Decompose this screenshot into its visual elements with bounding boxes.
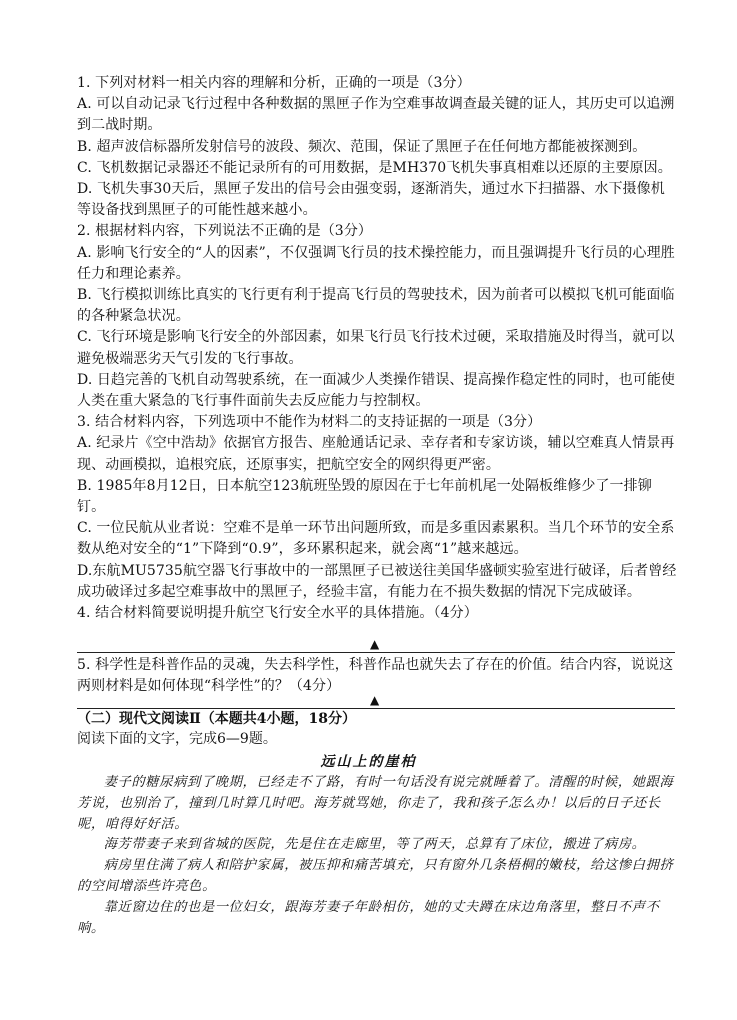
story-paragraph: 靠近窗边住的也是一位妇女，跟海芳妻子年龄相仿，她的丈夫蹲在床边角落里，整日不声不响。 [77, 899, 660, 936]
section-heading: （二）现代文阅读Ⅱ（本题共4小题，18分） [77, 711, 357, 727]
story-paragraph: 海芳带妻子来到省城的医院，先是住在走廊里，等了两天，总算有了床位，搬进了病房。 [103, 837, 646, 853]
answer-mark-q4: ▲ [370, 637, 380, 651]
story-paragraph: 妻子的糖尿病到了晚期，已经走不了路，有时一句话没有说完就睡着了。清醒的时候，她跟海芳说，也别治了，撞到几时算几时吧。海芳就骂她，你走了，我和孩子怎么办！以后的日子还长呢，咱得好好活。 [77, 775, 674, 832]
story-body [77, 773, 675, 939]
section-instruction: 阅读下面的文字，完成6—9题。 [77, 731, 277, 747]
questions-1-to-4: 1. 下列对材料一相关内容的理解和分析，正确的一项是（3分） A. 可以自动记录飞行过程中各种数据的黑匣子作为空难事故调查最关键的证人，其历史可以追溯到二战时期。 B. 超声波信标器所发射信号的波段、频次、范围，保证了黑匣子在任何地方都能被探测到。 C. 飞机数据记录器还不能记录所有的可用数据，是MH370飞机失事真相难以还原的主要原因。 D. 飞机失事30天后，黑匣子发出的信号会由强变弱，逐渐消失，通过水下扫描器、水下摄像机等设备找到黑匣子的可能性越来越小。 2. 根据材料内容，下列说法不正确的是（3分） A. 影响飞行安全的“人的因素”，不仅强调飞行员的技术操控能力，而且强调提升飞行员的心理胜任力和理论素养。 B. 飞行模拟训练比真实的飞行更有利于提高飞行员的驾驶技术，因为前者可以模拟飞机可能面临的各种紧急状况。 C. 飞行环境是影响飞行安全的外部因素，如果飞行员飞行技术过硬，采取措施及时得当，就可以避免极端恶劣天气引发的飞行事故。 D. 日趋完善的飞机自动驾驶系统，在一面减少人类操作错误、提高操作稳定性的同时，也可能使人类在重大紧急的飞行事件面前失去反应能力与控制权。 3. 结合材料内容，下列选项中不能作为材料二的支持证据的一项是（3分） A. 纪录片《空中浩劫》依据官方报告、座舱通话记录、幸存者和专家访谈，辅以空难真人情景再现、动画模拟，追根究底，还原事实，把航空安全的网织得更严密。 B. 1985年8月12日，日本航空123航班坠毁的原因在于七年前机尾一处隔板维修少了一排铆钉。 C. 一位民航从业者说：空难不是单一环节出问题所致，而是多重因素累积。当几个环节的安全系数从绝对安全的“1”下降到“0.9”，多环累积起来，就会离“1”越来越远。 D.东航MU5735航空器飞行事故中的一部黑匣子已被送往美国华盛顿实验室进行破译，后者曾经成功破译过多起空难事故中的黑匣子，经验丰富，有能力在不损失数据的情况下完成破译。 4. 结合材料简要说明提升航空飞行安全水平的具体措施。（4分） [77, 75, 677, 622]
answer-line-q4 [77, 652, 675, 653]
story-title: 远山上的崖柏 [320, 754, 417, 770]
question-5: 5. 科学性是科普作品的灵魂，失去科学性，科普作品也就失去了存在的价值。结合内容，说说这两则材料是如何体现“科学性”的？（4分） [77, 657, 674, 695]
story-paragraph: 病房里住满了病人和陪护家属，被压抑和痛苦填充，只有窗外几条梧桐的嫩枝，给这惨白拥挤的空间增添些许亮色。 [77, 858, 674, 894]
answer-mark-q5: ▲ [370, 693, 380, 707]
